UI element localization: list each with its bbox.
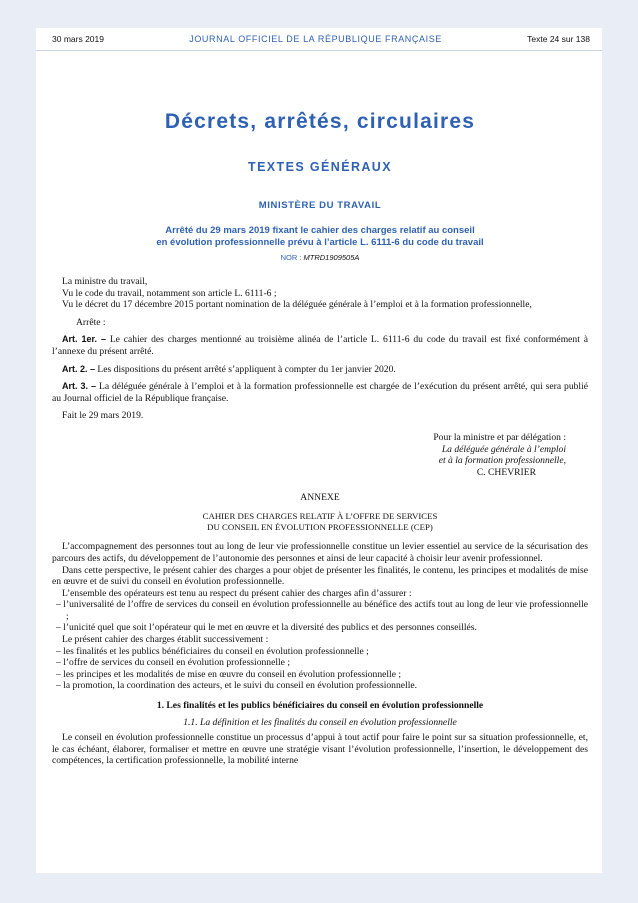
signature-line-2: La déléguée générale à l’emploi bbox=[441, 443, 566, 455]
header-rule bbox=[36, 50, 602, 51]
annexe-paragraph: L’accompagnement des personnes tout au long de leur vie professionnelle constitue un levier essentiel au service de la sécurisation des parcours des actifs, du développement de l’autonomie des personnes et ainsi de leur capacité à choisir leur avenir professionnel. bbox=[52, 541, 588, 564]
section-paragraph: Le conseil en évolution professionnelle constitue un processus d’appui à tout actif pour faire le point sur sa situation professionnelle, et, le cas échéant, élaborer, formaliser et mettre en œuvre une stratégie visant l’évolution professionnelle, l’insertion, le développement des compétences, la certification professionnelle, la mobilité interne bbox=[52, 732, 588, 767]
list-item: – les finalités et les publics bénéficiaires du conseil en évolution professionnelle ; bbox=[56, 645, 369, 657]
heading-1-text: 1. Les finalités et les publics bénéficiaires du conseil en évolution professionnelle bbox=[156, 700, 484, 712]
section-title: Décrets, arrêtés, circulaires bbox=[164, 110, 476, 133]
annexe-title-line-2: DU CONSEIL EN ÉVOLUTION PROFESSIONNELLE (CEP) bbox=[207, 522, 433, 533]
article-2-text: Les dispositions du présent arrêté s’appliquent à compter du 1er janvier 2020. bbox=[95, 363, 396, 375]
signature-block bbox=[52, 432, 566, 478]
heading-1-1-text: 1.1. La définition et les finalités du conseil en évolution professionnelle bbox=[183, 717, 457, 729]
document-page bbox=[36, 28, 602, 873]
signature-line-3: et à la formation professionnelle, bbox=[438, 455, 566, 467]
list-item: – les principes et les modalités de mise en œuvre du conseil en évolution professionnelle ; bbox=[56, 668, 402, 680]
arrete-title bbox=[52, 225, 588, 249]
ministry-name: MINISTÈRE DU TRAVAIL bbox=[258, 200, 382, 211]
header-date: 30 mars 2019 bbox=[52, 34, 104, 44]
preamble-line: La ministre du travail, bbox=[62, 276, 148, 287]
article-2 bbox=[52, 364, 588, 376]
annexe-heading: ANNEXE bbox=[300, 492, 340, 504]
arrete-label: Arrête : bbox=[76, 316, 106, 328]
signature-line-1: Pour la ministre et par délégation : bbox=[433, 431, 566, 443]
annexe-title-line-1: CAHIER DES CHARGES RELATIF À L’OFFRE DE SERVICES bbox=[202, 511, 438, 522]
preamble-line: Vu le décret du 17 décembre 2015 portant nomination de la déléguée générale à l’emploi et à la formation professionnelle, bbox=[62, 299, 532, 311]
article-1-label: Art. 1er. – bbox=[62, 334, 106, 345]
annexe-paragraph: Dans cette perspective, le présent cahier des charges a pour objet de présenter les finalités, le contenu, les principes et modalités de mise en œuvre et de suivi du conseil en évolution professionnelle. bbox=[52, 564, 588, 588]
article-3-text: La déléguée générale à l’emploi et à la formation professionnelle est chargée de l’exécution du présent arrêté, qui sera publié au Journal officiel de la République française. bbox=[52, 381, 588, 404]
arrete-title-line-2: en évolution professionnelle prévu à l’article L. 6111-6 du code du travail bbox=[156, 237, 484, 248]
header-journal-title: JOURNAL OFFICIEL DE LA RÉPUBLIQUE FRANÇAISE bbox=[189, 34, 442, 44]
fait-date: Fait le 29 mars 2019. bbox=[62, 410, 144, 422]
article-1 bbox=[52, 334, 588, 357]
article-3 bbox=[52, 381, 588, 404]
list-item: – l’universalité de l’offre de services du conseil en évolution professionnelle au bénéfice des actifs tout au long de leur vie professionnelle ; bbox=[56, 599, 588, 622]
article-3-label: Art. 3. – bbox=[62, 381, 97, 392]
annexe-title bbox=[52, 511, 588, 533]
article-1-text: Le cahier des charges mentionné au troisième alinéa de l’article L. 6111-6 du code du travail est fixé conformément à l’annexe du présent arrêté. bbox=[52, 334, 588, 357]
list-item: – l’unicité quel que soit l’opérateur qui le met en œuvre et la diversité des publics et des personnes conseillés. bbox=[56, 622, 477, 634]
document-content bbox=[52, 110, 588, 767]
heading-1-1 bbox=[52, 717, 588, 728]
article-2-label: Art. 2. – bbox=[62, 363, 96, 374]
nor-value: MTRD1909505A bbox=[303, 253, 360, 262]
section-body bbox=[52, 732, 588, 767]
list-item: – l’offre de services du conseil en évolution professionnelle ; bbox=[56, 657, 291, 669]
decree-body bbox=[52, 276, 588, 422]
nor-label: NOR : bbox=[280, 253, 304, 262]
arrete-title-line-1: Arrêté du 29 mars 2019 fixant le cahier des charges relatif au conseil bbox=[165, 225, 475, 236]
page-header bbox=[36, 28, 602, 50]
preamble-line: Vu le code du travail, notamment son article L. 6111-6 ; bbox=[62, 287, 277, 299]
signature-name: C. CHEVRIER bbox=[476, 466, 536, 478]
annexe-paragraph: Le présent cahier des charges établit successivement : bbox=[62, 634, 269, 646]
nor-reference bbox=[52, 253, 588, 262]
header-text-number: Texte 24 sur 138 bbox=[527, 34, 590, 44]
annexe-body bbox=[52, 541, 588, 692]
sub-title: TEXTES GÉNÉRAUX bbox=[248, 160, 392, 174]
heading-1 bbox=[52, 700, 588, 711]
annexe-paragraph: L’ensemble des opérateurs est tenu au respect du présent cahier des charges afin d’assurer : bbox=[62, 587, 412, 599]
list-item: – la promotion, la coordination des acteurs, et le suivi du conseil en évolution professionnelle. bbox=[56, 680, 418, 692]
